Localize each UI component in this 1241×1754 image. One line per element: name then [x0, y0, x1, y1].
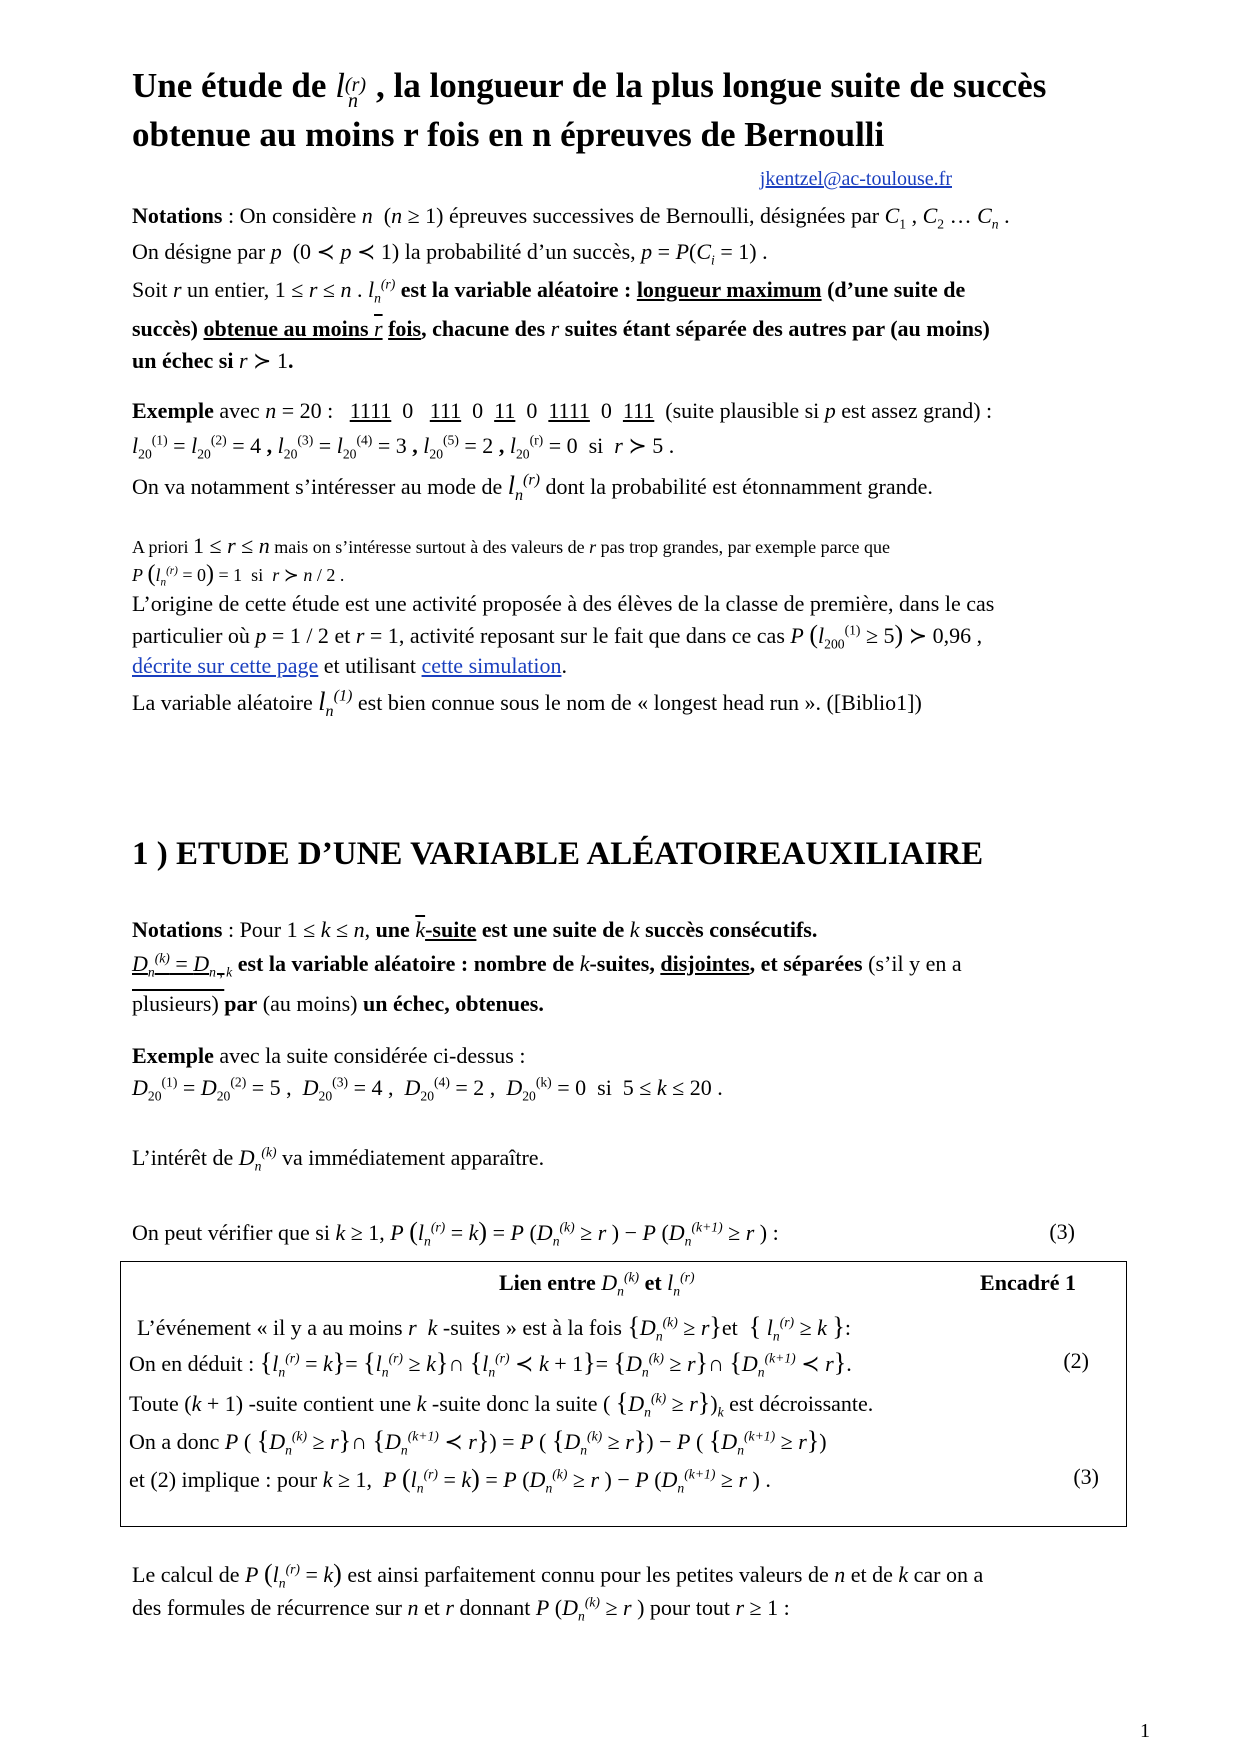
page-title [132, 64, 1131, 156]
example-line-3: On va notamment s’intéresser au mode de $l_n^{(r)}$ dont la probabilité est étonnamment grande. [132, 471, 933, 505]
notations2-line-2: $D_n^{(k)} = D_{n , k}$ est la variable aléatoire : nombre de k-suites, disjointes, et séparées (s’il y en a [132, 950, 962, 980]
section-heading-1: 1 ) ETUDE D’UNE VARIABLE ALÉATOIREAUXILIAIRE [132, 836, 984, 872]
notations2-line-3: plusieurs) par (au moins) un échec, obtenues. [132, 991, 544, 1016]
example-line-1: Exemple avec n = 20 : 1111 0 111 0 11 0 1111 0 111 (suite plausible si p est assez grand) : [132, 398, 993, 423]
notations-line-2: On désigne par p (0 ≺ p ≺ 1) la probabilité d’un succès, $p = P(C_i = 1)$ . [132, 239, 768, 268]
equation-number-3b: (3) [1073, 1464, 1099, 1489]
calcul-line-2: des formules de récurrence sur n et r donnant P ($D_n^{(k)} \ge r$ ) pour tout r ≥ 1 : [132, 1594, 790, 1624]
example-line-2: $l_{20}^{(1)} = l_{20}^{(2)} = 4$ , $l_{20}^{(3)} = l_{20}^{(4)} = 3$ , $l_{20}^{(5)} = 2$ , $l_{20}^{(r)} = 0$ si r ≻ 5 . [132, 432, 675, 462]
seq-1: 1111 [349, 398, 392, 423]
calcul-line-1: Le calcul de P $(l_n^{(r)} = k)$ est ainsi parfaitement connu pour les petites valeurs de n et de k car on a [132, 1559, 984, 1591]
encadre-line-4: On a donc P ( {$D_n^{(k)}$ ≥ r}∩ {$D_n^{(k+1)}$ ≺ r}) = P ( $\{D_n^{(k)} \ge r\}) - P$ ( $\{D_n^{(k+1)} \ge r\}$) [129, 1426, 827, 1458]
apriori-line-1: A priori 1 ≤ r ≤ n mais on s’intéresse surtout à des valeurs de r pas trop grandes, par exemple parce que [132, 533, 891, 558]
origine-line-2: particulier où p = 1 / 2 et r = 1, activité reposant sur le fait que dans ce cas P $(l_{200}^{(1)} \ge 5)$ ≻ 0,96 , [132, 620, 983, 652]
title-math: $l^{(r)}_n$ [335, 66, 367, 112]
notations-line-3: Soit r un entier, 1 ≤ r ≤ n . $l_n^{(r)}$ est la variable aléatoire : longueur maximum (d’une suite de [132, 276, 966, 306]
encadre-line-5: et (2) implique : pour k ≥ 1, P $(l_n^{(r)} = k) = P$ ($D_n^{(k)} \ge r$ ) − P ($D_n^{(k+1)} \ge r$ ) . (3) [129, 1464, 1099, 1496]
origine-line-1: L’origine de cette étude est une activité proposée à des élèves de la classe de première, dans le cas [132, 591, 995, 616]
encadre-line-2: On en déduit : $\{l_n^{(r)} = k\}= \{l_n^{(r)}$ ≥ k}∩ {$l_n^{(r)}$ ≺ $k + 1\}= \{D_n^{(k)}$ ≥ r}∩ {$D_n^{(k+1)}$ ≺ r}. (2) [129, 1348, 1089, 1380]
example2-line-2: $D_{20}^{(1)} = D_{20}^{(2)} = 5$ , $D_{20}^{(3)} = 4$ , $D_{20}^{(4)} = 2$ , $D_{20}^{(k)} = 0$ si 5 ≤ k ≤ 20 . [132, 1074, 723, 1104]
encadre-line-1: L’événement « il y a au moins r k -suites » est à la fois $\{D_n^{(k)} \ge r\}et$ { $l_n^{(r)} \ge k$ }: [137, 1312, 852, 1344]
verif-line: On peut vérifier que si k ≥ 1, P $(l_n^{(r)} = k) = P$ ($D_n^{(k)} \ge r$ ) − P ($D_n^{(k+1)} \ge r$ ) : (3) [132, 1217, 1075, 1249]
equation-number-3: (3) [1049, 1219, 1075, 1244]
interet-line: L’intérêt de $D_n^{(k)}$ va immédiatement apparaître. [132, 1144, 545, 1174]
page-number: 1 [1140, 1720, 1150, 1742]
encadre-line-3: Toute (k + 1) -suite contient une k -suite donc la suite ( $\{D_n^{(k)} \ge r\})_k$ est décroissante. [129, 1388, 874, 1420]
notations-line-4: succès) obtenue au moins r fois, chacune des r suites étant séparée des autres par (au moins) [132, 316, 990, 341]
title-line-1: Une étude de $l^{(r)}_n$ , la longueur de la plus longue suite de succès [132, 66, 1047, 112]
page-description-link[interactable]: décrite sur cette page [132, 653, 319, 678]
origine-line-4: La variable aléatoire $l_n^{(1)}$ est bien connue sous le nom de « longest head run ». ([Biblio1]) [132, 687, 922, 721]
notations2-line-1: Notations : Pour 1 ≤ k ≤ n, une $\overline{k}$-suite est une suite de k succès consécutifs. [132, 917, 818, 942]
encadre-1-box [120, 1261, 1127, 1527]
simulation-link[interactable]: cette simulation [421, 653, 562, 678]
author-email-link[interactable]: jkentzel@ac-toulouse.fr [759, 168, 952, 190]
origine-line-3: décrite sur cette page et utilisant cette simulation. [132, 653, 567, 678]
encadre-label: Encadré 1 [980, 1270, 1076, 1295]
equation-number-2: (2) [1063, 1348, 1089, 1373]
notations-line-1: Notations : On considère n (n ≥ 1) épreuves successives de Bernoulli, désignées par $C_1$ , $C_2$ … $C_n$ . [132, 203, 1010, 232]
encadre-title: Lien entre $D_n^{(k)}$ et $l_n^{(r)}$ [499, 1269, 695, 1299]
title-line-2: obtenue au moins r fois en n épreuves de Bernoulli [132, 115, 885, 154]
notations-line-5: un échec si r ≻ 1. [132, 348, 294, 373]
example2-line-1: Exemple avec la suite considérée ci-dessus : [132, 1043, 526, 1068]
apriori-line-2: P $(l_n^{(r)} = 0) = 1$ si r ≻ n / 2 . [132, 561, 345, 589]
